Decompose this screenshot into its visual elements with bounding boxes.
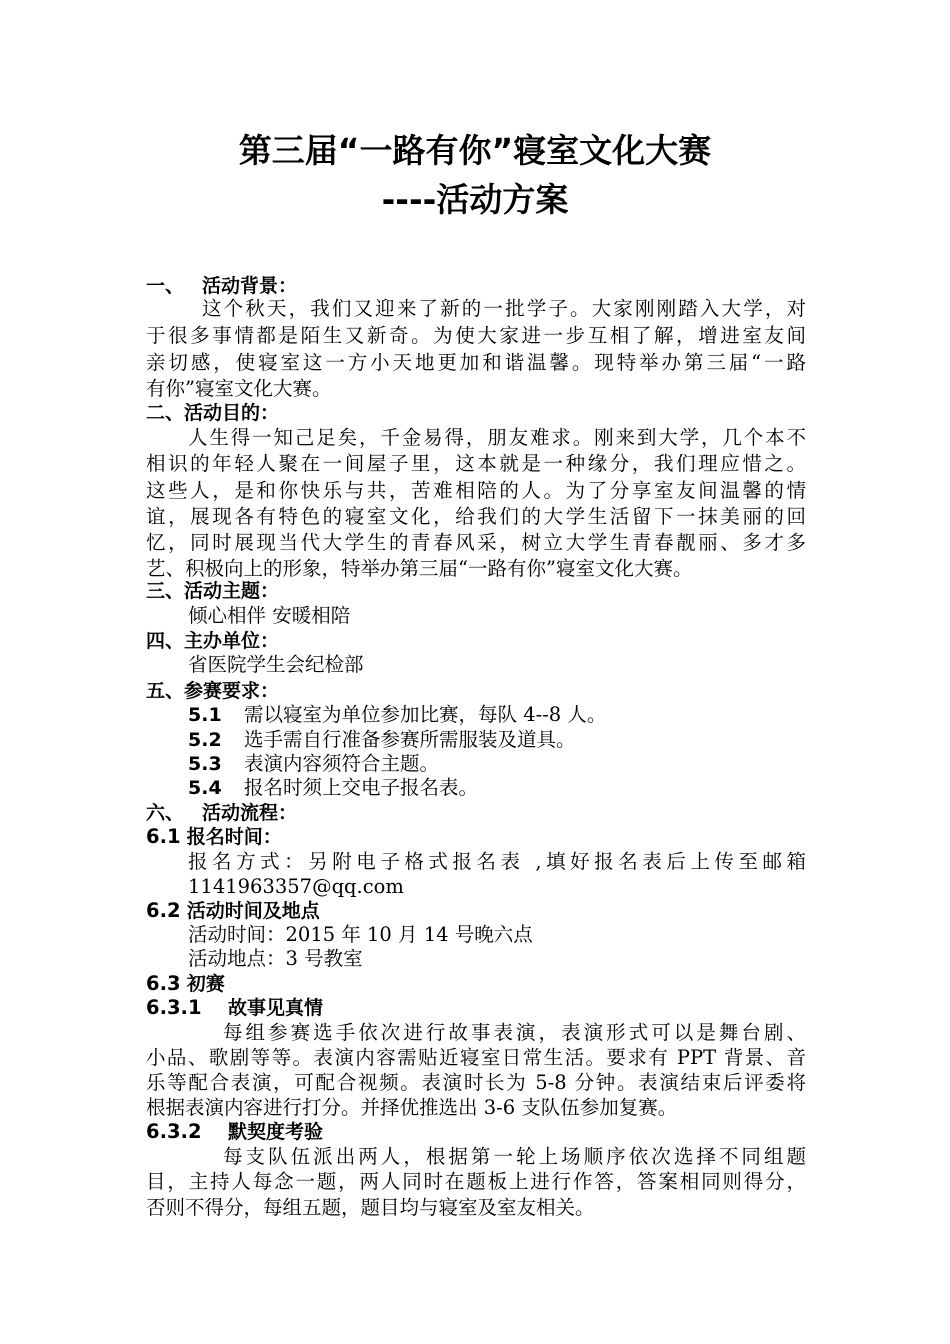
subsection-6-3-1-heading xyxy=(146,995,323,1021)
section-2-line-5: 忆，同时展现当代大学生的青春风采，树立大学生青春靓丽、多才多 xyxy=(146,531,806,554)
section-2-line-1: 人生得一知己足矣，千金易得，朋友难求。刚来到大学，几个本不 xyxy=(188,426,806,449)
section-1-line-3: 亲切感，使寝室这一方小天地更加和谐温馨。现特举办第三届“一路 xyxy=(146,351,806,374)
section-6-number: 六、 xyxy=(146,802,185,824)
requirement-number: 5.4 xyxy=(188,777,222,799)
requirement-text: 报名时须上交电子报名表。 xyxy=(244,776,479,799)
requirement-text: 选手需自行准备参赛所需服装及道具。 xyxy=(244,728,576,751)
subsection-6-3-heading xyxy=(146,971,225,997)
requirement-number: 5.2 xyxy=(188,729,222,751)
section-2-line-4: 谊，展现各有特色的寝室文化，给我们的大学生活留下一抹美丽的回 xyxy=(146,505,806,528)
round-1-line-4: 根据表演内容进行打分。并择优推选出 3-6 支队伍参加复赛。 xyxy=(146,1096,678,1119)
document-title: 第三届“一路有你”寝室文化大赛 xyxy=(238,131,712,170)
event-time: 活动时间：2015 年 10 月 14 号晚六点 xyxy=(188,923,533,946)
subsection-number: 6.1 xyxy=(146,825,181,848)
event-place: 活动地点：3 号教室 xyxy=(188,947,363,970)
section-2-heading: 二、活动目的： xyxy=(146,402,280,424)
subsection-number: 6.3.1 xyxy=(146,996,202,1019)
requirement-text: 需以寝室为单位参加比赛，每队 4--8 人。 xyxy=(244,703,607,726)
section-5-heading: 五、参赛要求： xyxy=(146,680,280,702)
round-1-line-2: 小品、歌剧等等。表演内容需贴近寝室日常生活。要求有 PPT 背景、音 xyxy=(146,1046,806,1069)
requirement-item xyxy=(188,702,606,728)
section-1-title: 活动背景： xyxy=(202,275,298,297)
round-1-line-3: 乐等配合表演，可配合视频。表演时长为 5-8 分钟。表演结束后评委将 xyxy=(146,1071,806,1094)
section-1-line-4: 有你”寝室文化大赛。 xyxy=(146,377,332,400)
section-1-line-2: 于很多事情都是陌生又新奇。为使大家进一步互相了解，增进室友间 xyxy=(146,324,806,347)
registration-method: 报名方式：另附电子格式报名表 ,填好报名表后上传至邮箱 xyxy=(188,850,806,873)
round-1-line-1: 每组参赛选手依次进行故事表演，表演形式可以是舞台剧、 xyxy=(223,1021,806,1044)
subsection-title: 报名时间： xyxy=(186,826,282,848)
requirement-item xyxy=(188,775,478,801)
subsection-title: 初赛 xyxy=(186,973,225,995)
section-1-number: 一、 xyxy=(146,275,185,297)
section-4-text: 省医院学生会纪检部 xyxy=(188,653,364,676)
subsection-6-1-heading xyxy=(146,824,282,850)
subsection-title: 默契度考验 xyxy=(228,1121,324,1143)
subsection-number: 6.2 xyxy=(146,899,181,922)
subsection-number: 6.3 xyxy=(146,972,181,995)
section-3-heading: 三、活动主题： xyxy=(146,580,280,602)
section-3-text: 倾心相伴 安暖相陪 xyxy=(188,604,351,627)
subsection-title: 故事见真情 xyxy=(228,997,324,1019)
section-2-line-6: 艺、积极向上的形象，特举办第三届“一路有你”寝室文化大赛。 xyxy=(146,557,693,580)
section-1-line-1: 这个秋天，我们又迎来了新的一批学子。大家刚刚踏入大学，对 xyxy=(202,297,806,320)
section-6-heading xyxy=(146,800,297,826)
requirement-number: 5.3 xyxy=(188,753,222,775)
requirement-item xyxy=(188,751,439,777)
subsection-title: 活动时间及地点 xyxy=(186,900,320,922)
requirement-text: 表演内容须符合主题。 xyxy=(244,752,440,775)
requirement-number: 5.1 xyxy=(188,704,222,726)
round-2-line-1: 每支队伍派出两人，根据第一轮上场顺序依次选择不同组题 xyxy=(223,1145,806,1168)
round-2-line-2: 目，主持人每念一题，两人同时在题板上进行作答，答案相同则得分， xyxy=(146,1170,806,1193)
requirement-item xyxy=(188,727,576,753)
section-4-heading: 四、主办单位： xyxy=(146,630,280,652)
section-2-line-2: 相识的年轻人聚在一间屋子里，这本就是一种缘分，我们理应惜之。 xyxy=(146,452,806,475)
registration-email: 1141963357@qq.com xyxy=(188,875,404,898)
section-6-title: 活动流程： xyxy=(202,802,298,824)
subsection-number: 6.3.2 xyxy=(146,1120,202,1143)
round-2-line-3: 否则不得分，每组五题，题目均与寝室及室友相关。 xyxy=(146,1196,595,1219)
section-2-line-3: 这些人，是和你快乐与共，苦难相陪的人。为了分享室友间温馨的情 xyxy=(146,479,806,502)
subsection-6-2-heading xyxy=(146,898,320,924)
document-subtitle: ----活动方案 xyxy=(381,180,569,219)
subsection-6-3-2-heading xyxy=(146,1119,323,1145)
